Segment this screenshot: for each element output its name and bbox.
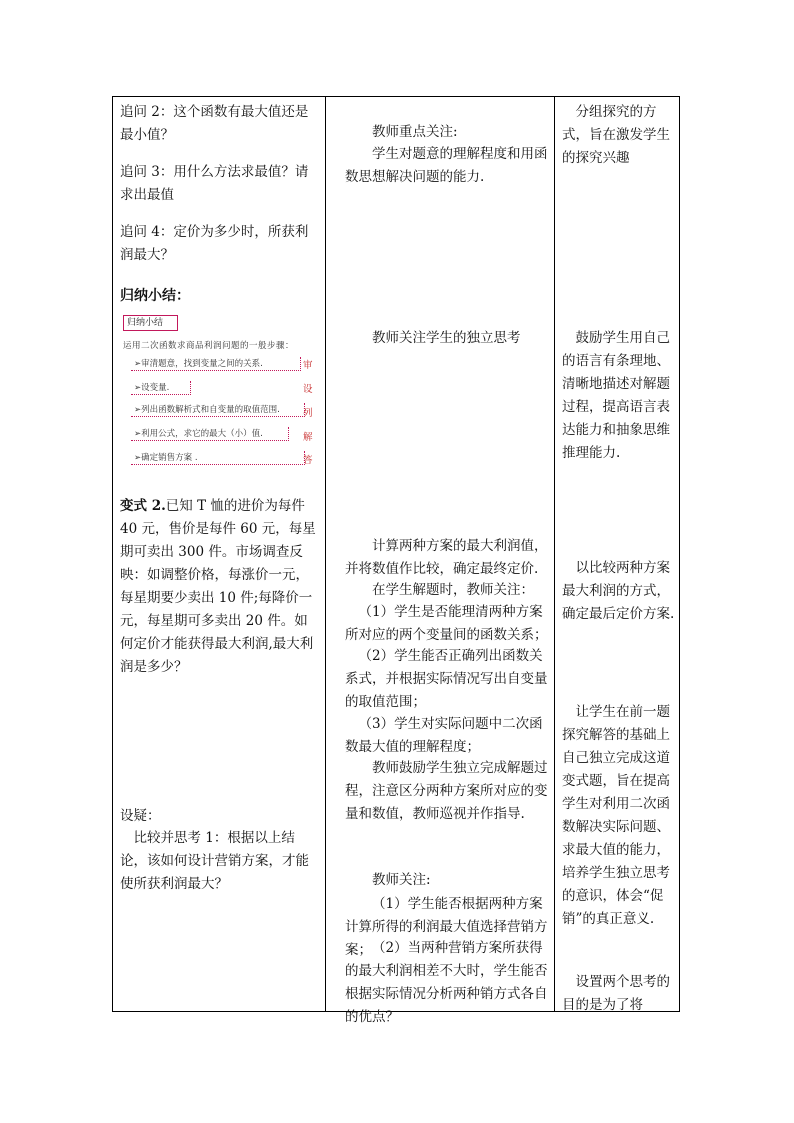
summary-tag-1: 审 [303, 360, 313, 371]
solving-point-2: （2）学生能否正确列出函数关系式，并根据实际情况写出自变量的取值范围； [345, 648, 548, 710]
attention-point-2: （2）当两种营销方案所获得的最大利润相差不大时，学生能否根据实际情况分析两种销方式各自的优点？ [345, 940, 548, 1025]
variant-text: 已知 T 恤的进价为每件 40 元，售价是每件 60 元，每星期可卖出 300 件。市场调查反映：如调整价格，每涨价一元，每星期要少卖出 10 件;每降价一元，每星期可多卖出 20 件。如何定价才能获得最大利润,最大利润是多少？ [120, 498, 316, 675]
summary-step-2: ➢设变量. [131, 381, 191, 395]
summary-tag-3: 列 [303, 408, 313, 419]
summary-box-title: 归纳小结 [123, 315, 178, 331]
summary-box-intro: 运用二次函数求商品利润问题的一般步骤： [123, 341, 295, 351]
variant-problem [120, 495, 320, 679]
followup-question-2: 追问 2：这个函数有最大值还是最小值？ [120, 104, 309, 143]
summary-step-4: ➢利用公式，求它的最大（小）值. [131, 427, 289, 441]
solving-label: 在学生解题时，教师关注： [372, 582, 534, 598]
encourage-note: 教师鼓励学生独立完成解题过程，注意区分两种方案所对应的变量和数值，教师巡视并作指导. [345, 760, 548, 822]
rationale-5: 设置两个思考的目的是为了将 [562, 974, 670, 1013]
doubt-label: 设疑： [120, 808, 161, 824]
calc-note: 计算两种方案的最大利润值，并将数值作比较，确定最终定价. [345, 538, 548, 577]
solving-point-3: （3）学生对实际问题中二次函数最大值的理解程度； [345, 716, 543, 755]
variant-label: 变式 2. [120, 498, 166, 514]
summary-tag-4: 解 [303, 432, 313, 443]
followup-question-3: 追问 3：用什么方法求最值？请求出最值 [120, 164, 309, 203]
teacher-independent-note: 教师关注学生的独立思考 [372, 330, 521, 346]
solving-point-1: （1）学生是否能理清两种方案所对应的两个变量间的函数关系； [345, 604, 548, 643]
attention-label: 教师关注: [372, 872, 431, 888]
summary-step-5: ➢确定销售方案 . [131, 451, 305, 465]
rationale-3: 以比较两种方案最大利润的方式，确定最后定价方案. [562, 560, 675, 622]
summary-image [121, 315, 313, 466]
rationale-4: 让学生在前一题探究解答的基础上自己独立完成这道变式题，旨在提高学生对利用二次函数解决实际问题、求最大值的能力，培养学生独立思考的意识，体会“促销”的真正意义. [562, 704, 670, 927]
doubt-text: 比较并思考 1：根据以上结论，该如何设计营销方案，才能使所获利润最大？ [120, 830, 309, 892]
rationale-2: 鼓励学生用自己的语言有条理地、清晰地描述对解题过程，提高语言表达能力和抽象思维推理能力. [562, 330, 670, 461]
summary-heading: 归纳小结： [120, 288, 190, 304]
column-divider-1 [325, 97, 326, 1011]
summary-tag-5: 答 [303, 455, 313, 466]
lesson-table [112, 96, 680, 1025]
summary-tag-2: 设 [303, 384, 313, 395]
summary-step-3: ➢列出函数解析式和自变量的取值范围. [131, 403, 305, 417]
rationale-1: 分组探究的方式，旨在激发学生的探究兴趣 [562, 104, 670, 166]
followup-question-4: 追问 4：定价为多少时，所获利润最大？ [120, 224, 309, 263]
summary-step-1: ➢审清题意，找到变量之间的关系. [131, 357, 301, 371]
teacher-focus-text: 学生对题意的理解程度和用函数思想解决问题的能力. [345, 146, 548, 185]
teacher-focus-label: 教师重点关注: [372, 124, 458, 140]
attention-point-1: （1）学生能否根据两种方案计算所得的利润最大值选择营销方案； [345, 896, 548, 958]
